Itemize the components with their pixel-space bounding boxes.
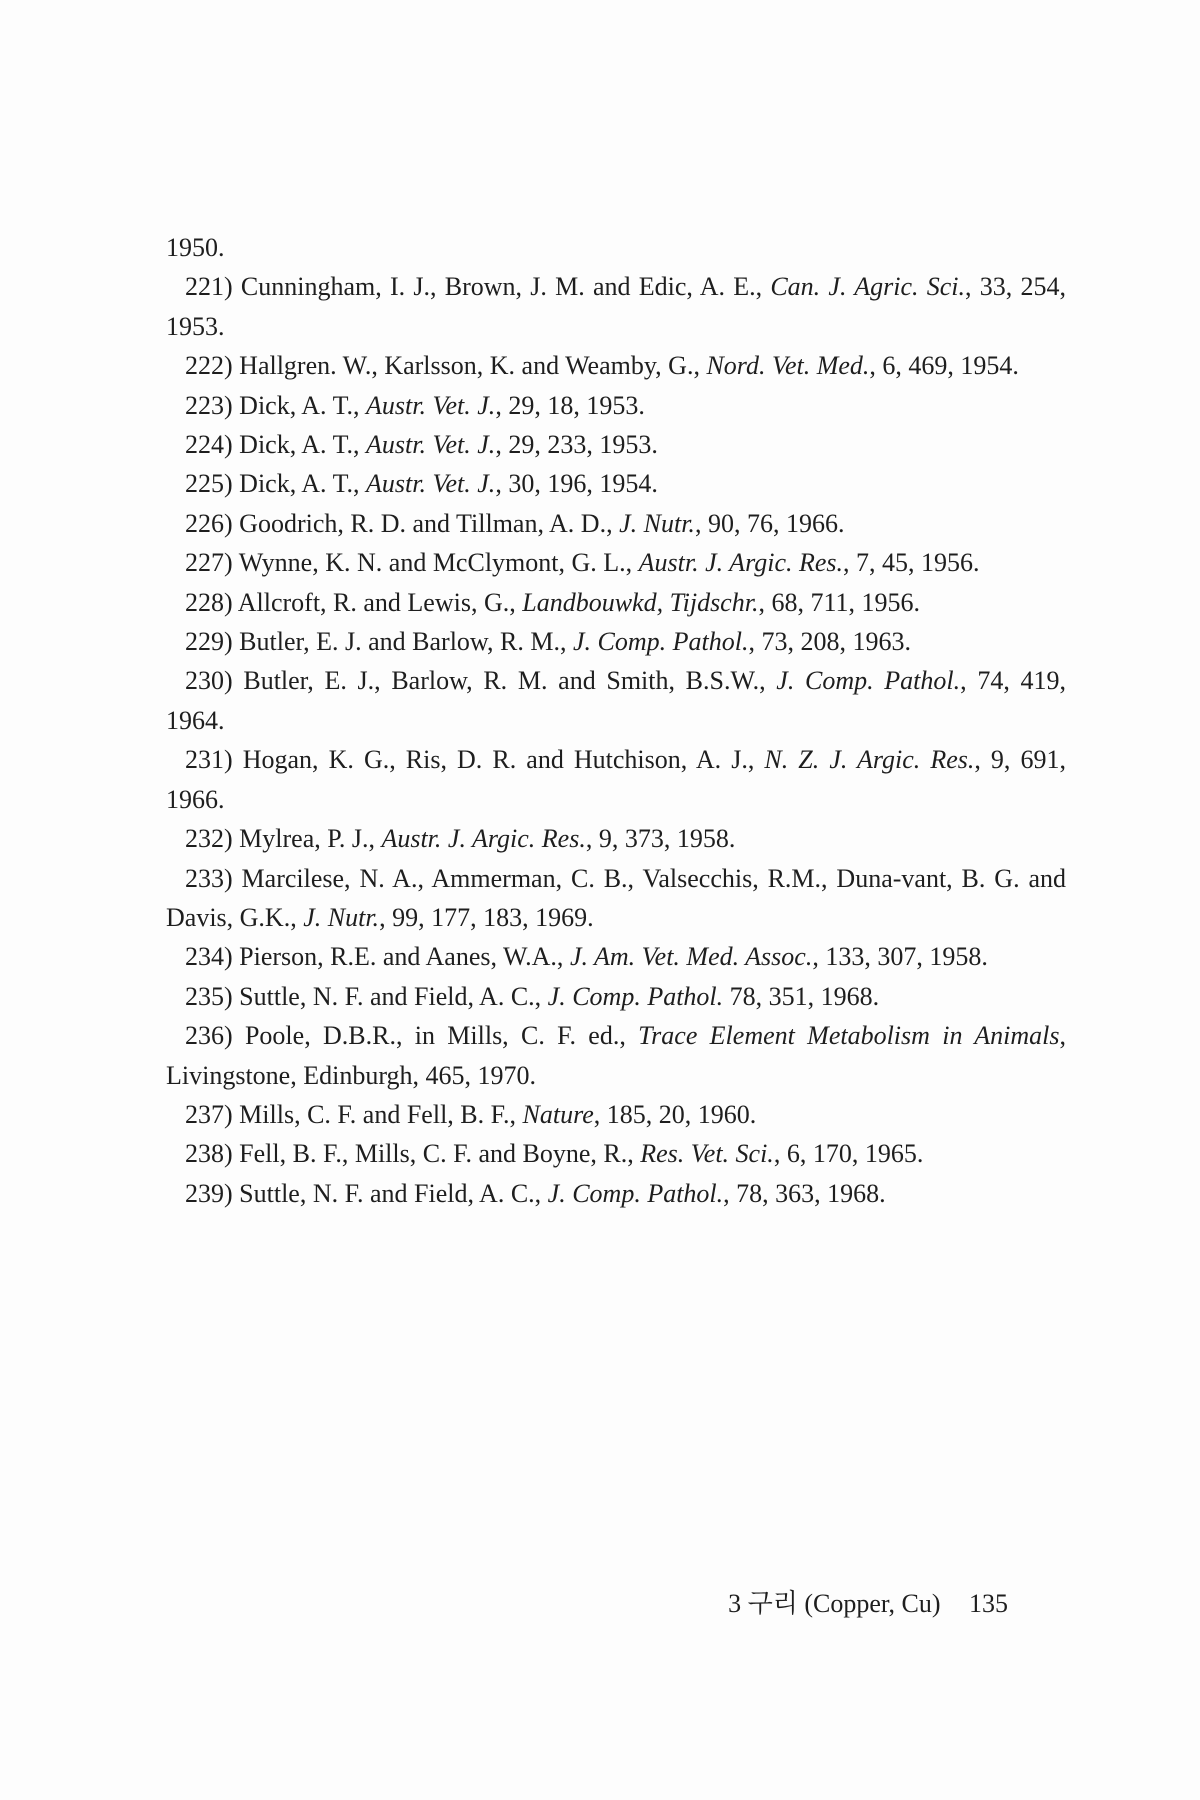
reference-text: , 99, 177, 183, 1969.: [379, 902, 594, 932]
reference-number: 233): [185, 863, 233, 893]
reference-text: , 29, 18, 1953.: [495, 390, 645, 420]
journal-title: Austr. Vet. J.: [366, 430, 496, 460]
reference-text: Dick, A. T.,: [232, 430, 367, 460]
journal-title: Austr. J. Argic. Res.: [381, 824, 586, 854]
reference-entry: [166, 937, 1066, 976]
reference-text: , 185, 20, 1960.: [593, 1099, 757, 1129]
reference-text: , 29, 233, 1953.: [495, 430, 658, 460]
reference-text: , 133, 307, 1958.: [812, 942, 988, 972]
reference-number: 223): [185, 390, 233, 420]
journal-title: Can. J. Agric. Sci.: [770, 272, 966, 302]
reference-text: , 33, 254, 1953.: [166, 272, 1066, 341]
journal-title: Nature: [522, 1099, 594, 1129]
leading-fragment: 1950.: [166, 233, 225, 262]
journal-title: J. Comp. Pathol.: [547, 1178, 724, 1208]
page-footer: [728, 1583, 1008, 1620]
reference-text: Hogan, K. G., Ris, D. R. and Hutchison, A. J.,: [232, 745, 765, 775]
chapter-title: 3 구리 (Copper, Cu): [728, 1589, 941, 1618]
journal-title: Austr. Vet. J.: [366, 390, 496, 420]
reference-entry: [166, 543, 1066, 582]
reference-number: 235): [185, 981, 233, 1011]
reference-text: Butler, E. J., Barlow, R. M. and Smith, B.S.W.,: [232, 666, 777, 696]
page-number: 135: [969, 1589, 1008, 1618]
journal-title: Res. Vet. Sci.: [640, 1139, 774, 1169]
journal-title: J. Nutr.: [303, 902, 380, 932]
reference-text: , 68, 711, 1956.: [758, 587, 921, 617]
reference-number: 225): [185, 469, 233, 499]
reference-entry: [166, 1174, 1066, 1213]
reference-text: Butler, E. J. and Barlow, R. M.,: [232, 627, 573, 657]
reference-entry: [166, 661, 1066, 740]
journal-title: Austr. Vet. J.: [366, 469, 496, 499]
reference-text: , 74, 419, 1964.: [166, 666, 1066, 735]
reference-text: , 9, 691, 1966.: [166, 745, 1066, 814]
reference-text: Wynne, K. N. and McClymont, G. L.,: [232, 548, 639, 578]
reference-text: Suttle, N. F. and Field, A. C.,: [232, 1178, 548, 1208]
reference-text: , 6, 170, 1965.: [773, 1139, 924, 1169]
reference-entry: [166, 740, 1066, 819]
reference-text: , 73, 208, 1963.: [748, 627, 911, 657]
reference-entry: [166, 504, 1066, 543]
reference-number: 239): [185, 1178, 233, 1208]
reference-text: Dick, A. T.,: [232, 390, 367, 420]
reference-text: Pierson, R.E. and Aanes, W.A.,: [232, 942, 570, 972]
reference-text: , 9, 373, 1958.: [585, 824, 736, 854]
reference-entry: [166, 622, 1066, 661]
reference-number: 234): [185, 942, 233, 972]
reference-entry: [166, 1016, 1066, 1095]
reference-text: 78, 351, 1968.: [723, 981, 880, 1011]
reference-text: Suttle, N. F. and Field, A. C.,: [232, 981, 548, 1011]
reference-text: Mills, C. F. and Fell, B. F.,: [232, 1099, 523, 1129]
reference-number: 229): [185, 627, 233, 657]
reference-number: 238): [185, 1139, 233, 1169]
journal-title: Austr. J. Argic. Res.: [638, 548, 844, 578]
reference-number: 231): [185, 745, 233, 775]
journal-title: N. Z. J. Argic. Res.: [764, 745, 975, 775]
journal-title: Trace Element Metabolism in Animals: [638, 1021, 1060, 1051]
journal-title: J. Am. Vet. Med. Assoc.: [569, 942, 813, 972]
reference-entry: [166, 425, 1066, 464]
reference-number: 222): [185, 351, 233, 381]
journal-title: J. Comp. Pathol.: [547, 981, 724, 1011]
reference-text: , 30, 196, 1954.: [495, 469, 658, 499]
reference-number: 228): [185, 587, 233, 617]
reference-text: Marcilese, N. A., Ammerman, C. B., Valsecchis, R.M., Duna-vant, B. G. and Davis, G.K.,: [166, 863, 1066, 932]
reference-number: 226): [185, 508, 233, 538]
reference-entry: [166, 464, 1066, 503]
reference-entry: [166, 1134, 1066, 1173]
reference-text: Dick, A. T.,: [232, 469, 367, 499]
reference-entry: [166, 977, 1066, 1016]
reference-entry: [166, 583, 1066, 622]
journal-title: Landbouwkd, Tijdschr.: [522, 587, 759, 617]
reference-text: Cunningham, I. J., Brown, J. M. and Edic, A. E.,: [232, 272, 771, 302]
reference-entry: [166, 346, 1066, 385]
reference-entry: [166, 859, 1066, 938]
reference-text: , 6, 469, 1954.: [869, 351, 1019, 381]
reference-text: Fell, B. F., Mills, C. F. and Boyne, R.,: [232, 1139, 641, 1169]
reference-text: Poole, D.B.R., in Mills, C. F. ed.,: [232, 1021, 639, 1051]
reference-number: 224): [185, 430, 233, 460]
reference-list: [166, 228, 1066, 1213]
reference-number: 232): [185, 824, 233, 854]
reference-text: , 90, 76, 1966.: [694, 508, 845, 538]
reference-entry: [166, 267, 1066, 346]
reference-number: 227): [185, 548, 233, 578]
reference-text: , 7, 45, 1956.: [843, 548, 980, 578]
reference-number: 236): [185, 1021, 233, 1051]
reference-number: 221): [185, 272, 233, 302]
reference-entry: [166, 819, 1066, 858]
reference-text: Mylrea, P. J.,: [232, 824, 382, 854]
reference-number: 237): [185, 1099, 233, 1129]
journal-title: J. Comp. Pathol.: [572, 627, 749, 657]
reference-text: Goodrich, R. D. and Tillman, A. D.,: [232, 508, 620, 538]
reference-text: , 78, 363, 1968.: [723, 1178, 886, 1208]
journal-title: J. Comp. Pathol.: [776, 666, 961, 696]
reference-number: 230): [185, 666, 233, 696]
reference-text: Hallgren. W., Karlsson, K. and Weamby, G.,: [232, 351, 707, 381]
reference-entry: [166, 1095, 1066, 1134]
reference-text: , Livingstone, Edinburgh, 465, 1970.: [166, 1021, 1067, 1090]
journal-title: Nord. Vet. Med.: [706, 351, 870, 381]
reference-text: Allcroft, R. and Lewis, G.,: [232, 587, 523, 617]
journal-title: J. Nutr.: [619, 508, 695, 538]
reference-entry: [166, 386, 1066, 425]
